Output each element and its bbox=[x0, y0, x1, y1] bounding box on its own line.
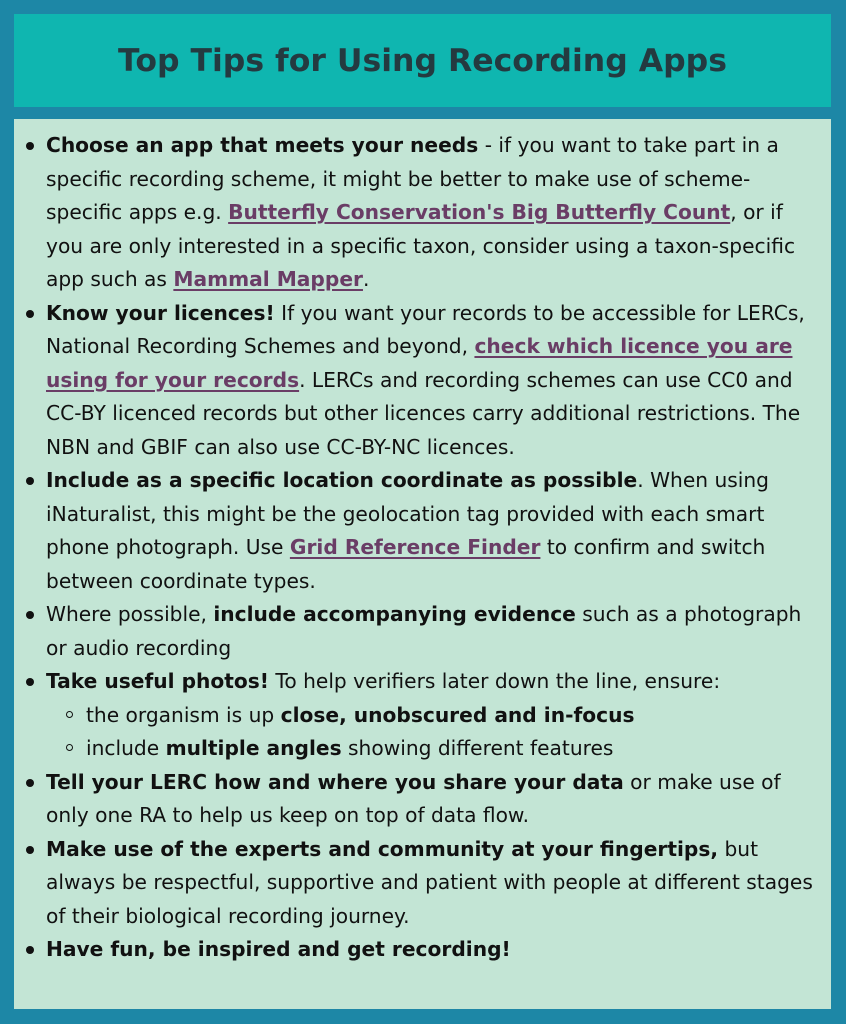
tip-text: but always be respectful, supportive and patient with people at different stages of their biological recording journey. bbox=[46, 836, 813, 928]
tip-text: . When using iNaturalist, this might be the geolocation tag provided with each smart phone photograph. Use bbox=[46, 468, 770, 559]
tips-list bbox=[14, 119, 831, 967]
sub-list-item bbox=[86, 732, 817, 766]
sub-tips-list bbox=[46, 699, 817, 766]
sub-list-item bbox=[86, 699, 817, 733]
page-title: Top Tips for Using Recording Apps bbox=[118, 42, 727, 79]
tip-heading: Know your licences! bbox=[46, 300, 275, 325]
tip-heading: Choose an app that meets your needs bbox=[46, 133, 479, 157]
tip-heading: close, unobscured and in-focus bbox=[280, 702, 635, 727]
list-item bbox=[46, 297, 817, 465]
list-item bbox=[46, 129, 817, 297]
tip-text: showing different features bbox=[341, 736, 614, 760]
grid-reference-finder-link[interactable]: Grid Reference Finder bbox=[289, 535, 541, 559]
tip-text: To help verifiers later down the line, ensure: bbox=[269, 669, 721, 693]
tip-heading: Take useful photos! bbox=[46, 669, 270, 693]
list-item bbox=[46, 933, 817, 967]
tip-text: . bbox=[362, 267, 370, 291]
list-item bbox=[46, 665, 817, 766]
list-item bbox=[46, 766, 817, 833]
tip-text: such as a photograph or audio recording bbox=[46, 602, 802, 660]
tip-text: include bbox=[86, 736, 166, 760]
tip-text: the organism is up bbox=[86, 702, 281, 727]
list-item bbox=[46, 598, 817, 665]
tip-text: - if you want to take part in a specific recording scheme, it might be better to make use of scheme-specific apps e.g. bbox=[46, 133, 779, 224]
list-item bbox=[46, 464, 817, 598]
tip-text: . LERCs and recording schemes can use CC0 and CC-BY licenced records but other licences carry additional restrictions. The NBN and GBIF can also use CC-BY-NC licences. bbox=[46, 367, 801, 459]
tip-text: , or if you are only interested in a specific taxon, consider using a taxon-specific app such as bbox=[46, 200, 796, 291]
tip-heading: Have fun, be inspired and get recording! bbox=[46, 937, 511, 961]
tip-heading: Include as a specific location coordinate as possible bbox=[46, 468, 638, 492]
tips-panel bbox=[14, 119, 831, 1009]
list-item bbox=[46, 833, 817, 934]
check-licence-link[interactable]: check which licence you are using for your records bbox=[46, 334, 793, 392]
tip-heading: Tell your LERC how and where you share your data bbox=[46, 769, 624, 794]
header-banner bbox=[14, 14, 831, 107]
tip-heading: Make use of the experts and community at your fingertips, bbox=[46, 836, 719, 861]
tip-text: to confirm and switch between coordinate types. bbox=[46, 535, 766, 593]
big-butterfly-count-link[interactable]: Butterfly Conservation's Big Butterfly Count bbox=[228, 200, 731, 224]
tip-heading: include accompanying evidence bbox=[213, 602, 576, 626]
tip-text: Where possible, bbox=[46, 602, 214, 626]
mammal-mapper-link[interactable]: Mammal Mapper bbox=[173, 267, 363, 291]
tip-heading: multiple angles bbox=[165, 736, 342, 760]
tip-text: If you want your records to be accessible for LERCs, National Recording Schemes and beyond, bbox=[46, 300, 805, 358]
tip-text: or make use of only one RA to help us keep on top of data flow. bbox=[46, 769, 781, 827]
